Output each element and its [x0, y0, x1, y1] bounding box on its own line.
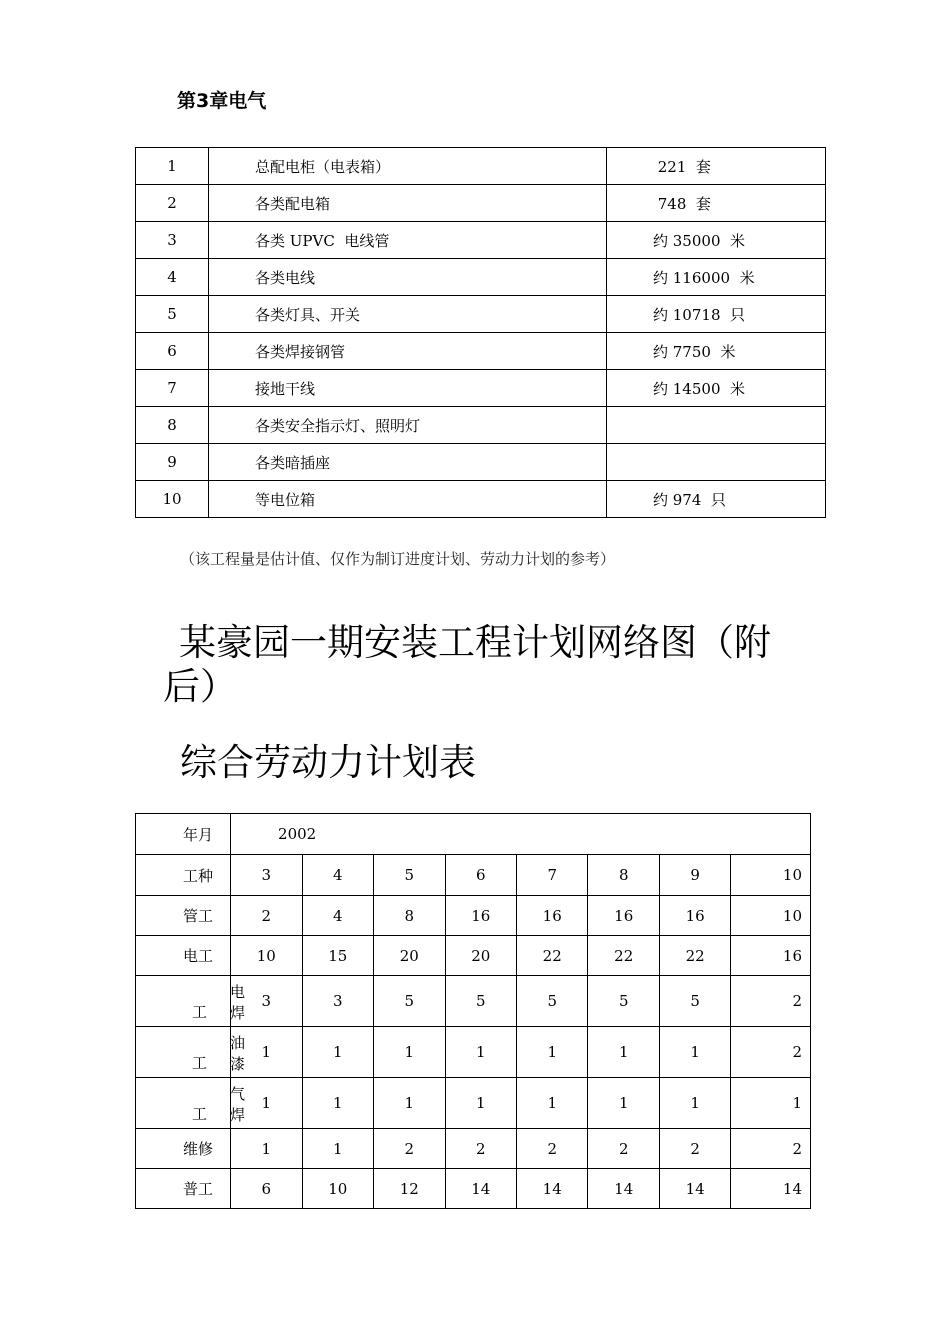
labor-plan-title: 综合劳动力计划表	[180, 741, 476, 784]
labor-row	[136, 936, 811, 976]
year-label: 年月	[183, 825, 214, 844]
trade-name: 电工	[183, 947, 214, 965]
month-header: 8	[588, 855, 659, 896]
labor-row	[136, 1169, 811, 1209]
trade-name: 管工	[183, 907, 214, 925]
labor-value: 1	[374, 1078, 445, 1129]
trade-name-cell	[136, 1169, 231, 1209]
row-number: 7	[136, 370, 209, 407]
item-amount: 约 116000 米	[607, 259, 826, 296]
labor-value: 16	[659, 896, 730, 936]
row-number: 8	[136, 407, 209, 444]
labor-value: 4	[302, 896, 373, 936]
quantity-row	[136, 370, 826, 407]
item-name: 各类电线	[209, 259, 607, 296]
row-number: 9	[136, 444, 209, 481]
labor-value: 8	[374, 896, 445, 936]
labor-value: 2	[374, 1129, 445, 1169]
month-header: 5	[374, 855, 445, 896]
trade-label: 工种	[183, 866, 214, 885]
labor-row	[136, 1129, 811, 1169]
labor-value: 14	[731, 1169, 811, 1209]
item-name: 各类 UPVC 电线管	[209, 222, 607, 259]
month-header: 9	[659, 855, 730, 896]
item-name: 各类配电箱	[209, 185, 607, 222]
item-name: 各类暗插座	[209, 444, 607, 481]
labor-value: 1	[374, 1027, 445, 1078]
trade-name: 维修	[183, 1140, 214, 1158]
item-amount: 748 套	[607, 185, 826, 222]
month-header: 6	[445, 855, 516, 896]
labor-value: 10	[231, 936, 302, 976]
labor-value: 1	[659, 1027, 730, 1078]
row-number: 1	[136, 148, 209, 185]
labor-value: 5	[588, 976, 659, 1027]
labor-value: 16	[731, 936, 811, 976]
row-number: 10	[136, 481, 209, 518]
item-amount: 221 套	[607, 148, 826, 185]
trade-name-cell	[136, 1027, 254, 1078]
labor-value: 1	[231, 1129, 302, 1169]
trade-name-part1: 电焊	[230, 983, 254, 1022]
year-label-cell	[136, 814, 231, 855]
network-plan-title: 某豪园一期安装工程计划网络图（附后）	[163, 621, 771, 708]
labor-value: 2	[731, 1027, 811, 1078]
labor-value: 1	[516, 1027, 587, 1078]
labor-value: 1	[588, 1027, 659, 1078]
trade-name-part2: 工	[192, 1105, 208, 1123]
quantity-note: （该工程量是估计值、仅作为制订进度计划、劳动力计划的参考）	[180, 550, 616, 568]
row-number: 2	[136, 185, 209, 222]
labor-value: 14	[445, 1169, 516, 1209]
labor-value: 12	[374, 1169, 445, 1209]
labor-value: 2	[588, 1129, 659, 1169]
labor-value: 5	[659, 976, 730, 1027]
quantity-table	[135, 147, 826, 518]
labor-month-row	[136, 855, 811, 896]
item-amount: 约 14500 米	[607, 370, 826, 407]
labor-value: 3	[231, 976, 302, 1027]
trade-name-cell	[136, 936, 231, 976]
labor-value: 1	[516, 1078, 587, 1129]
labor-value: 16	[516, 896, 587, 936]
labor-value: 5	[445, 976, 516, 1027]
quantity-row	[136, 481, 826, 518]
month-header: 3	[231, 855, 302, 896]
labor-value: 1	[659, 1078, 730, 1129]
item-name: 接地干线	[209, 370, 607, 407]
trade-name-cell	[136, 976, 254, 1027]
row-number: 6	[136, 333, 209, 370]
trade-name-part2: 工	[192, 1054, 208, 1072]
quantity-row	[136, 296, 826, 333]
item-amount	[607, 444, 826, 481]
item-name: 总配电柜（电表箱）	[209, 148, 607, 185]
labor-value: 2	[445, 1129, 516, 1169]
labor-value: 6	[231, 1169, 302, 1209]
trade-name-part2: 工	[192, 1003, 208, 1021]
labor-value: 22	[516, 936, 587, 976]
labor-value: 2	[516, 1129, 587, 1169]
trade-name-cell	[136, 1129, 231, 1169]
labor-value: 2	[231, 896, 302, 936]
quantity-row	[136, 185, 826, 222]
labor-row	[136, 976, 811, 1027]
labor-value: 20	[374, 936, 445, 976]
labor-value: 5	[516, 976, 587, 1027]
labor-plan-table	[135, 813, 811, 1209]
trade-label-cell	[136, 855, 231, 896]
item-amount: 约 7750 米	[607, 333, 826, 370]
labor-row	[136, 896, 811, 936]
item-name: 各类焊接钢管	[209, 333, 607, 370]
labor-value: 2	[731, 1129, 811, 1169]
quantity-row	[136, 259, 826, 296]
trade-name-part1: 气焊	[230, 1085, 254, 1124]
labor-value: 1	[302, 1129, 373, 1169]
labor-value: 14	[659, 1169, 730, 1209]
month-header: 10	[731, 855, 811, 896]
item-amount: 约 10718 只	[607, 296, 826, 333]
chapter-title: 第3章电气	[177, 90, 267, 112]
quantity-row	[136, 148, 826, 185]
month-header: 4	[302, 855, 373, 896]
item-name: 各类灯具、开关	[209, 296, 607, 333]
item-amount: 约 35000 米	[607, 222, 826, 259]
labor-value: 2	[659, 1129, 730, 1169]
labor-value: 1	[231, 1078, 302, 1129]
labor-value: 1	[231, 1027, 302, 1078]
labor-row	[136, 1078, 811, 1129]
quantity-row	[136, 444, 826, 481]
item-amount: 约 974 只	[607, 481, 826, 518]
labor-value: 14	[588, 1169, 659, 1209]
trade-name: 普工	[183, 1180, 214, 1198]
item-name: 等电位箱	[209, 481, 607, 518]
labor-year-row	[136, 814, 811, 855]
quantity-row	[136, 333, 826, 370]
labor-value: 1	[445, 1078, 516, 1129]
labor-value: 2	[731, 976, 811, 1027]
quantity-row	[136, 222, 826, 259]
row-number: 4	[136, 259, 209, 296]
labor-row	[136, 1027, 811, 1078]
labor-value: 1	[302, 1027, 373, 1078]
trade-name-part1: 油漆	[230, 1034, 254, 1073]
labor-value: 5	[374, 976, 445, 1027]
labor-value: 20	[445, 936, 516, 976]
quantity-row	[136, 407, 826, 444]
labor-value: 1	[731, 1078, 811, 1129]
month-header: 7	[516, 855, 587, 896]
labor-value: 3	[302, 976, 373, 1027]
row-number: 5	[136, 296, 209, 333]
labor-value: 1	[302, 1078, 373, 1129]
labor-value: 10	[731, 896, 811, 936]
labor-value: 22	[659, 936, 730, 976]
labor-value: 1	[445, 1027, 516, 1078]
item-amount	[607, 407, 826, 444]
labor-value: 1	[588, 1078, 659, 1129]
trade-name-cell	[136, 896, 231, 936]
labor-value: 22	[588, 936, 659, 976]
trade-name-cell	[136, 1078, 254, 1129]
labor-value: 10	[302, 1169, 373, 1209]
labor-value: 14	[516, 1169, 587, 1209]
row-number: 3	[136, 222, 209, 259]
labor-value: 16	[588, 896, 659, 936]
item-name: 各类安全指示灯、照明灯	[209, 407, 607, 444]
labor-value: 15	[302, 936, 373, 976]
year-value: 2002	[231, 814, 811, 855]
labor-value: 16	[445, 896, 516, 936]
